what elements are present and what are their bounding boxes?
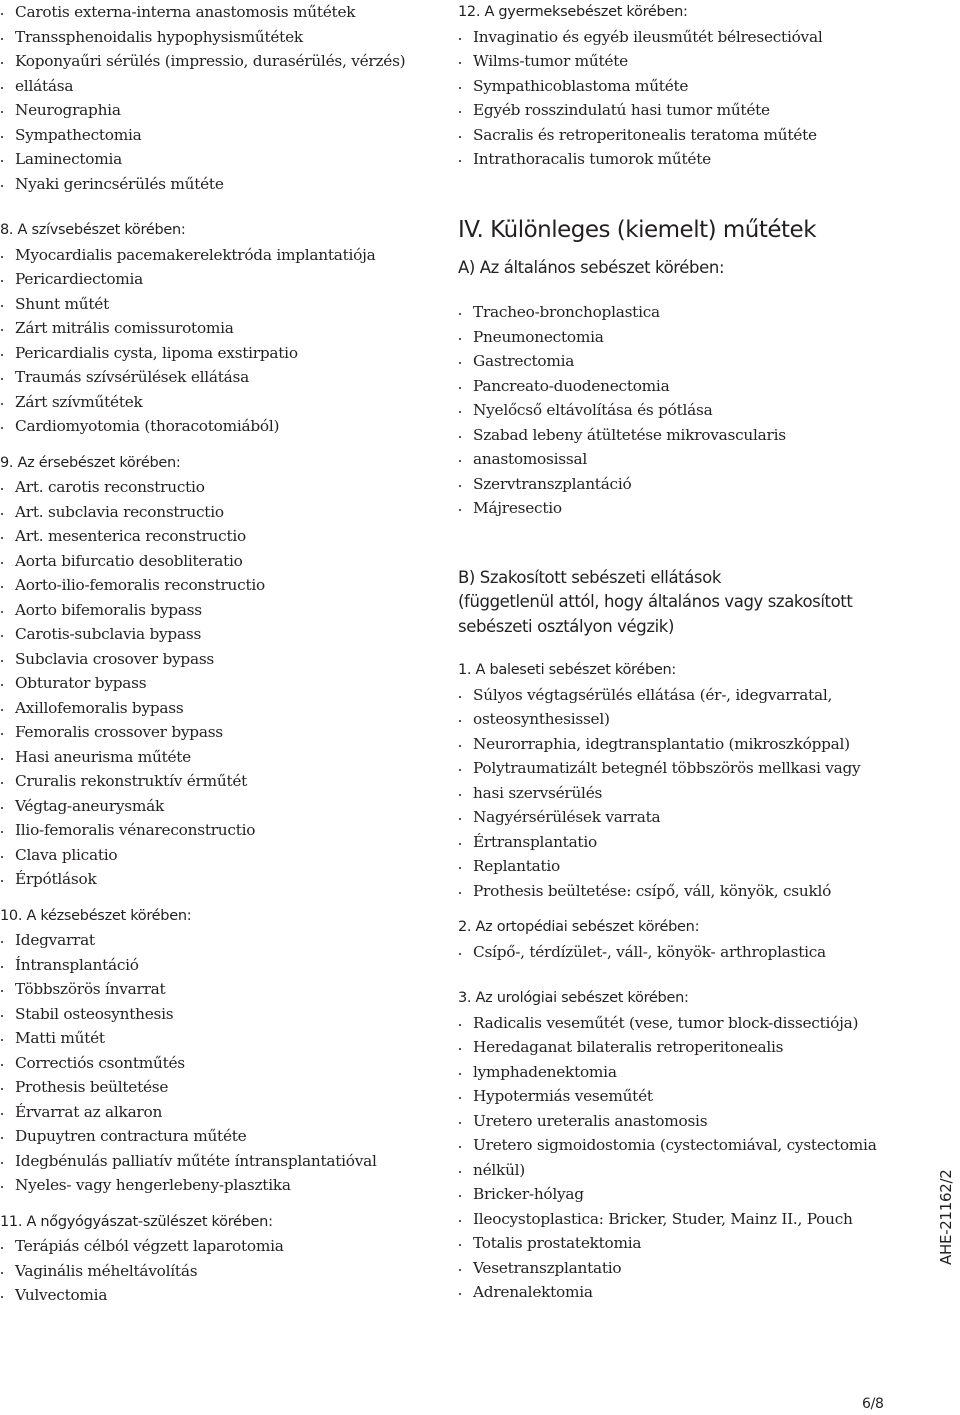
list-item: ellátása	[0, 74, 440, 99]
list-item: Neurographia	[0, 98, 440, 123]
list-item: Polytraumatizált betegnél többszörös mellkasi vagy	[458, 756, 898, 781]
list-item: Ilio-femoralis vénareconstructio	[0, 818, 440, 843]
list-item: Aorta bifurcatio desobliteratio	[0, 549, 440, 574]
list-item: Nyaki gerincsérülés műtéte	[0, 172, 440, 197]
list-item: Pneumonectomia	[458, 325, 898, 350]
b3-title: 3. Az urológiai sebészet körében:	[458, 990, 689, 1006]
list-item: Zárt mitrális comissurotomia	[0, 316, 440, 341]
list-item: Heredaganat bilateralis retroperitonealis	[458, 1035, 898, 1060]
list-item: Bricker-hólyag	[458, 1182, 898, 1207]
list-item: Carotis-subclavia bypass	[0, 622, 440, 647]
b1-list	[458, 683, 898, 904]
list-item: Totalis prostatektomia	[458, 1231, 898, 1256]
list-item: Érvarrat az alkaron	[0, 1100, 440, 1125]
list-item: Cruralis rekonstruktív érműtét	[0, 769, 440, 794]
list-item: Ileocystoplastica: Bricker, Studer, Mainz II., Pouch	[458, 1207, 898, 1232]
list-item: Femoralis crossover bypass	[0, 720, 440, 745]
list-item: Pericardialis cysta, lipoma exstirpatio	[0, 341, 440, 366]
list-item: Stabil osteosynthesis	[0, 1002, 440, 1027]
list-item: Clava plicatio	[0, 843, 440, 868]
list-item: Vaginális méheltávolítás	[0, 1259, 440, 1284]
list-item: Cardiomyotomia (thoracotomiából)	[0, 414, 440, 439]
list-item: Nyelőcső eltávolítása és pótlása	[458, 398, 898, 423]
list-item: Súlyos végtagsérülés ellátása (ér-, idegvarratal,	[458, 683, 898, 708]
section-8-list	[0, 243, 440, 439]
list-item: Transsphenoidalis hypophysisműtétek	[0, 25, 440, 50]
list-item: nélkül)	[458, 1158, 898, 1183]
b1-title: 1. A baleseti sebészet körében:	[458, 662, 677, 678]
list-item: Uretero ureteralis anastomosis	[458, 1109, 898, 1134]
list-item: Gastrectomia	[458, 349, 898, 374]
list-item: Dupuytren contractura műtéte	[0, 1124, 440, 1149]
list-item: Csípő-, térdízület-, váll-, könyök- arthroplastica	[458, 940, 898, 965]
list-item: hasi szervsérülés	[458, 781, 898, 806]
list-item: Aorto-ilio-femoralis reconstructio	[0, 573, 440, 598]
list-item: Többszörös ínvarrat	[0, 977, 440, 1002]
list-item: Prothesis beültetése	[0, 1075, 440, 1100]
part-4-title: IV. Különleges (kiemelt) műtétek	[458, 216, 817, 243]
section-9-title: 9. Az érsebészet körében:	[0, 454, 181, 471]
list-item: Sympathicoblastoma műtéte	[458, 74, 898, 99]
list-item: Prothesis beültetése: csípő, váll, könyök, csukló	[458, 879, 898, 904]
section-12-list	[458, 25, 898, 172]
list-item: anastomosissal	[458, 447, 898, 472]
list-item: osteosynthesissel)	[458, 707, 898, 732]
list-item: Végtag-aneurysmák	[0, 794, 440, 819]
b2-title: 2. Az ortopédiai sebészet körében:	[458, 919, 700, 935]
page-number: 6/8	[862, 1396, 884, 1412]
list-item: Idegvarrat	[0, 928, 440, 953]
list-item: Uretero sigmoidostomia (cystectomiával, cystectomia	[458, 1133, 898, 1158]
section-12-title: 12. A gyermeksebészet körében:	[458, 4, 688, 20]
list-item: Íntransplantáció	[0, 953, 440, 978]
list-item: Hasi aneurisma műtéte	[0, 745, 440, 770]
section-10-title: 10. A kézsebészet körében:	[0, 907, 192, 924]
section-10-list	[0, 928, 440, 1198]
list-item: Laminectomia	[0, 147, 440, 172]
list-item: Neurorraphia, idegtransplantatio (mikroszkóppal)	[458, 732, 898, 757]
right-column	[458, 0, 898, 1305]
list-item: Subclavia crosover bypass	[0, 647, 440, 672]
part-b-title-line-3: sebészeti osztályon végzik)	[458, 616, 674, 636]
list-item: Intrathoracalis tumorok műtéte	[458, 147, 898, 172]
list-item: Vesetranszplantatio	[458, 1256, 898, 1281]
section-8-title: 8. A szívsebészet körében:	[0, 222, 186, 238]
list-item: Adrenalektomia	[458, 1280, 898, 1305]
list-item: Sympathectomia	[0, 123, 440, 148]
left-column	[0, 0, 440, 1308]
list-item: Érpótlások	[0, 867, 440, 892]
list-item: Nyeles- vagy hengerlebeny-plasztika	[0, 1173, 440, 1198]
list-item: Matti műtét	[0, 1026, 440, 1051]
list-item: Traumás szívsérülések ellátása	[0, 365, 440, 390]
list-item: Correctiós csontműtés	[0, 1051, 440, 1076]
list-item: Invaginatio és egyéb ileusműtét bélresectióval	[458, 25, 898, 50]
list-item: Tracheo-bronchoplastica	[458, 300, 898, 325]
list-item: Egyéb rosszindulatú hasi tumor műtéte	[458, 98, 898, 123]
part-a-list	[458, 300, 898, 521]
list-item: Hypotermiás veseműtét	[458, 1084, 898, 1109]
section-9-list	[0, 475, 440, 892]
list-item: Wilms-tumor műtéte	[458, 49, 898, 74]
list-item: Májresectio	[458, 496, 898, 521]
intro-list	[0, 0, 440, 196]
b2-list	[458, 940, 898, 965]
list-item: Art. mesenterica reconstructio	[0, 524, 440, 549]
list-item: Értransplantatio	[458, 830, 898, 855]
list-item: Myocardialis pacemakerelektróda implantatiója	[0, 243, 440, 268]
list-item: Aorto bifemoralis bypass	[0, 598, 440, 623]
list-item: Koponyaűri sérülés (impressio, durasérülés, vérzés)	[0, 49, 440, 74]
b3-list	[458, 1011, 898, 1305]
list-item: Pancreato-duodenectomia	[458, 374, 898, 399]
list-item: Nagyérsérülések varrata	[458, 805, 898, 830]
list-item: Radicalis veseműtét (vese, tumor block-dissectiója)	[458, 1011, 898, 1036]
list-item: Art. subclavia reconstructio	[0, 500, 440, 525]
part-b-title-line-1: B) Szakosított sebészeti ellátások	[458, 567, 721, 587]
section-11-list	[0, 1234, 440, 1308]
list-item: Zárt szívműtétek	[0, 390, 440, 415]
list-item: Axillofemoralis bypass	[0, 696, 440, 721]
list-item: Idegbénulás palliatív műtéte íntransplantatióval	[0, 1149, 440, 1174]
list-item: Pericardiectomia	[0, 267, 440, 292]
part-b-title-line-2: (függetlenül attól, hogy általános vagy szakosított	[458, 592, 853, 611]
list-item: Sacralis és retroperitonealis teratoma műtéte	[458, 123, 898, 148]
part-a-title: A) Az általános sebészet körében:	[458, 257, 725, 277]
list-item: Szabad lebeny átültetése mikrovascularis	[458, 423, 898, 448]
list-item: Szervtranszplantáció	[458, 472, 898, 497]
document-code: AHE-21162/2	[937, 1169, 955, 1265]
list-item: Replantatio	[458, 854, 898, 879]
list-item: Art. carotis reconstructio	[0, 475, 440, 500]
list-item: Terápiás célból végzett laparotomia	[0, 1234, 440, 1259]
list-item: lymphadenektomia	[458, 1060, 898, 1085]
list-item: Obturator bypass	[0, 671, 440, 696]
list-item: Carotis externa-interna anastomosis műtétek	[0, 0, 440, 25]
section-11-title: 11. A nőgyógyászat-szülészet körében:	[0, 1213, 273, 1230]
list-item: Shunt műtét	[0, 292, 440, 317]
list-item: Vulvectomia	[0, 1283, 440, 1308]
